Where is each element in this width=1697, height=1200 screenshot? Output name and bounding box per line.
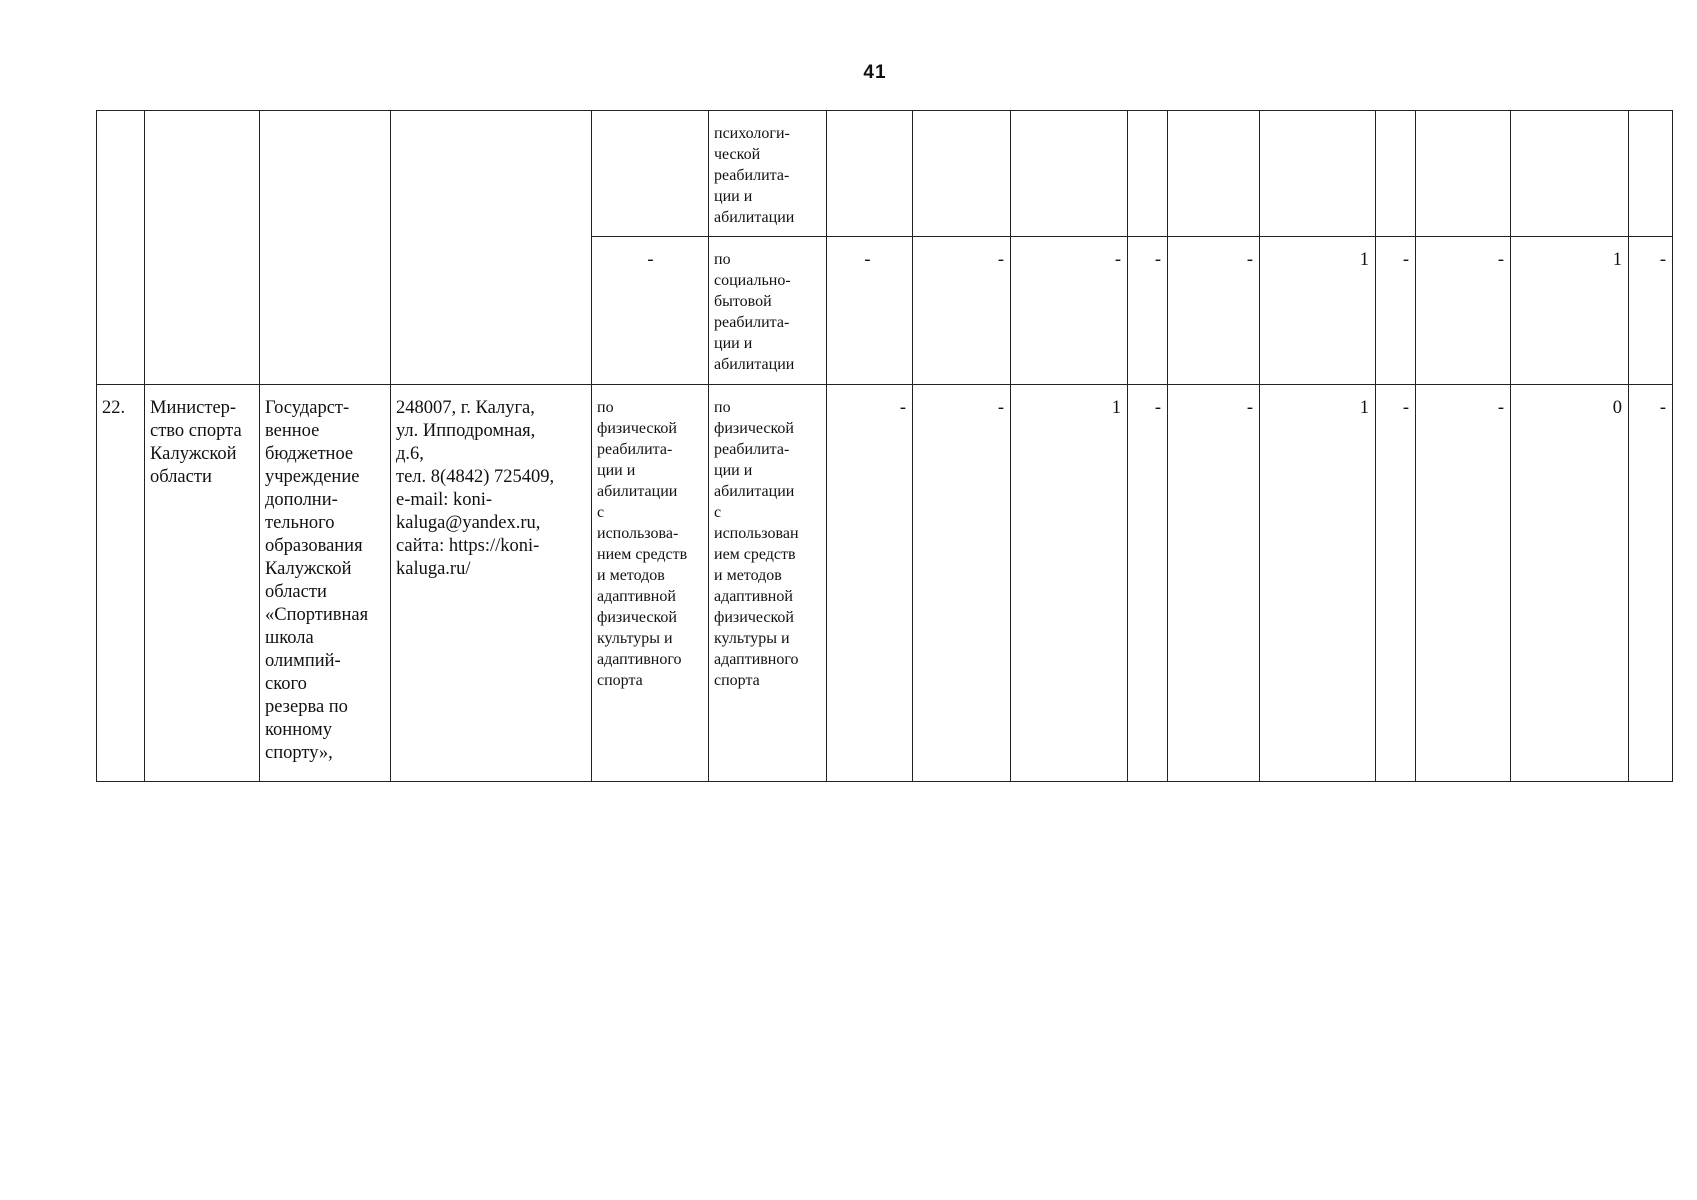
value-cell: - bbox=[1376, 237, 1416, 385]
value-cell: - bbox=[913, 385, 1011, 782]
address-cell bbox=[391, 111, 592, 385]
value-cell bbox=[1128, 111, 1168, 237]
value-cell: 0 bbox=[1511, 385, 1629, 782]
value-cell: - bbox=[1128, 385, 1168, 782]
value-cell: - bbox=[1629, 237, 1673, 385]
value-cell: - bbox=[1168, 237, 1260, 385]
value-cell bbox=[1168, 111, 1260, 237]
form-cell: - bbox=[592, 237, 709, 385]
value-cell bbox=[1511, 111, 1629, 237]
value-cell bbox=[1416, 111, 1511, 237]
value-cell bbox=[913, 111, 1011, 237]
form-cell: по физической реабилита- ции и абилитации с использован ием средств и методов адаптивной физической культуры и адаптивного спорта bbox=[709, 385, 827, 782]
value-cell: - bbox=[827, 237, 913, 385]
value-cell: 1 bbox=[1260, 237, 1376, 385]
form-cell: психологи- ческой реабилита- ции и абилитации bbox=[709, 111, 827, 237]
value-cell: - bbox=[1168, 385, 1260, 782]
value-cell: - bbox=[913, 237, 1011, 385]
value-cell bbox=[1629, 111, 1673, 237]
value-cell: - bbox=[1011, 237, 1128, 385]
value-cell: - bbox=[1416, 237, 1511, 385]
value-cell: - bbox=[827, 385, 913, 782]
form-cell bbox=[592, 111, 709, 237]
form-cell: по социально- бытовой реабилита- ции и абилитации bbox=[709, 237, 827, 385]
organization-cell bbox=[260, 111, 391, 385]
value-cell bbox=[827, 111, 913, 237]
organization-cell: Государст- венное бюджетное учреждение дополни- тельного образования Калужской области «Спортивная школа олимпий- ского резерва по конному спорту», bbox=[260, 385, 391, 782]
value-cell: 1 bbox=[1260, 385, 1376, 782]
value-cell: 1 bbox=[1511, 237, 1629, 385]
value-cell: - bbox=[1128, 237, 1168, 385]
row-number-cell bbox=[97, 111, 145, 385]
address-cell: 248007, г. Калуга, ул. Ипподромная, д.6, тел. 8(4842) 725409, e-mail: koni- kaluga@yandex.ru, сайта: https://koni- kaluga.ru/ bbox=[391, 385, 592, 782]
value-cell: - bbox=[1629, 385, 1673, 782]
value-cell bbox=[1011, 111, 1128, 237]
ministry-cell: Министер- ство спорта Калужской области bbox=[145, 385, 260, 782]
value-cell: - bbox=[1376, 385, 1416, 782]
value-cell bbox=[1260, 111, 1376, 237]
page-number: 41 bbox=[863, 62, 887, 83]
row-number-cell: 22. bbox=[97, 385, 145, 782]
value-cell bbox=[1376, 111, 1416, 237]
table-row bbox=[97, 385, 1673, 782]
value-cell: - bbox=[1416, 385, 1511, 782]
ministry-cell bbox=[145, 111, 260, 385]
value-cell: 1 bbox=[1011, 385, 1128, 782]
table-row bbox=[97, 111, 1673, 237]
form-cell: по физической реабилита- ции и абилитации с использова- нием средств и методов адаптивной физической культуры и адаптивного спорта bbox=[592, 385, 709, 782]
services-table bbox=[96, 110, 1673, 782]
